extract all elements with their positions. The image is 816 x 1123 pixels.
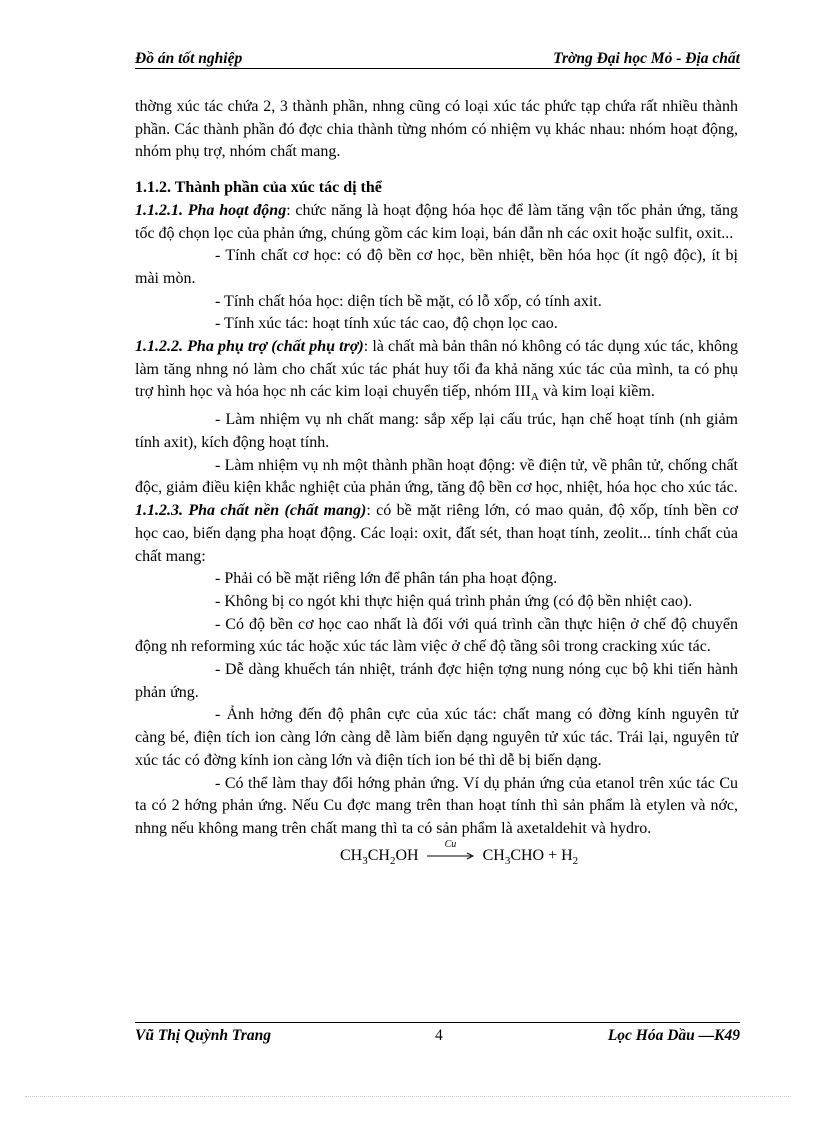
catalyst-label: Cu — [444, 839, 457, 851]
footer-class: Lọc Hóa Dầu —K49 — [607, 1027, 740, 1044]
subsection-heading: 1.1.2.3. Pha chất nền (chất mang) — [135, 502, 367, 520]
page-bottom-divider — [25, 1096, 791, 1097]
subsection-text: : có bề mặt riêng lớn, có mao quản, độ xốp, tính bền cơ học cao, biến dạng pha hoạt động. Các loại: oxit, đất sét, than hoạt tính, zeolit... tính chất của chất mang: — [135, 502, 738, 565]
bullet-item: - Tính chất cơ học: có độ bền cơ học, bền nhiệt, bền hóa học (ít ngộ độc), ít bị mài mòn. — [135, 247, 738, 287]
subsection-text: : là chất mà bản thân nó không có tác dụng xúc tác, không làm tăng nhng nó làm cho chất xúc tác phát huy tối đa khả năng xúc tác của mình, ta có phụ trợ hình học và hóa học nh các kim loại chuyển tiếp, nhóm III — [135, 338, 738, 401]
page-number: 4 — [435, 1027, 443, 1044]
subsection-text: : chức năng là hoạt động hóa học để làm tăng vận tốc phản ứng, tăng tốc độ chọn lọc của phản ứng, chúng gồm các kim loại, bán dẫn nh các oxit hoặc sulfit, oxit... — [135, 201, 739, 242]
subsection-heading: 1.1.2.1. Pha hoạt động — [135, 201, 287, 219]
bullet-item: - Làm nhiệm vụ nh một thành phần hoạt động: về điện tử, về phân tử, chống chất độc, giảm điều kiện khắc nghiệt của phản ứng, tăng độ bền cơ học, nhiệt, hóa học cho xúc tác. — [135, 456, 738, 497]
section-heading: 1.1.2. Thành phần của xúc tác dị thể — [135, 179, 382, 197]
subsection-heading: 1.1.2.2. Pha phụ trợ (chất phụ trợ) — [135, 338, 364, 356]
bullet-item: - Tính xúc tác: hoạt tính xúc tác cao, độ chọn lọc cao. — [215, 315, 558, 333]
header-right-title: Trờng Đại học Mỏ - Địa chất — [553, 50, 740, 67]
subsection-support — [135, 500, 738, 568]
bullet-item: - Có độ bền cơ học cao nhất là đối với quá trình cần thực hiện ở chế độ chuyển động nh reforming xúc tác hoặc xúc tác làm việc ở chế độ tầng sôi trong cracking xúc tác. — [135, 615, 738, 656]
subscript: A — [530, 391, 539, 404]
document-body — [135, 96, 738, 873]
page-footer — [135, 1022, 740, 1047]
bullet-item: - Làm nhiệm vụ nh chất mang: sắp xếp lại cấu trúc, hạn chế hoạt tính (nh giảm tính axit), kích động hoạt tính. — [135, 411, 738, 452]
subsection-promoter — [135, 336, 738, 409]
bullet-item: - Ảnh hởng đến độ phân cực của xúc tác: chất mang có đờng kính nguyên tử càng bé, điện tích ion càng lớn càng dễ làm biến dạng nguyên tử xúc tác. Trái lại, nguyên tử xúc tác có đờng kính ion càng lớn và điện tích ion bé thì dễ bị biến dạng. — [135, 706, 738, 769]
subsection-active-phase — [135, 200, 738, 245]
bullet-item: - Tính chất hóa học: diện tích bề mặt, có lỗ xốp, có tính axit. — [215, 292, 602, 310]
reactant: $CH_3CH_2OH$ — [340, 846, 419, 867]
bullet-item: - Không bị co ngót khi thực hiện quá trình phản ứng (có độ bền nhiệt cao). — [215, 592, 693, 610]
bullet-item: - Có thể làm thay đổi hớng phản ứng. Ví dụ phản ứng của etanol trên xúc tác Cu ta có 2 hớng phản ứng. Nếu Cu đợc mang trên than hoạt tính thì sản phẩm là etylen và nớc, nhng nếu không mang trên chất mang thì ta có sản phẩm là axetaldehit và hydro. — [135, 774, 738, 837]
product: $CH_3CHO + H_2$ — [482, 846, 579, 867]
subsection-text: và kim loại kiềm. — [538, 383, 655, 401]
footer-author: Vũ Thị Quỳnh Trang — [135, 1027, 271, 1044]
bullet-item: - Dễ dàng khuếch tán nhiệt, tránh đợc hiện tợng nung nóng cục bộ khi tiến hành phản ứng. — [135, 661, 738, 701]
chemical-equation — [135, 839, 738, 873]
bullet-item: - Phải có bề mặt riêng lớn để phân tán pha hoạt động. — [215, 570, 558, 588]
page-header — [135, 50, 740, 69]
reaction-arrow-icon — [427, 839, 475, 860]
header-left-title: Đồ án tốt nghiệp — [135, 50, 243, 67]
intro-paragraph: thờng xúc tác chứa 2, 3 thành phần, nhng cũng có loại xúc tác phức tạp chứa rất nhiều thành phần. Các thành phần đó đợc chia thành từng nhóm có nhiệm vụ khác nhau: nhóm hoạt động, nhóm phụ trợ, nhóm chất mang. — [135, 98, 738, 161]
